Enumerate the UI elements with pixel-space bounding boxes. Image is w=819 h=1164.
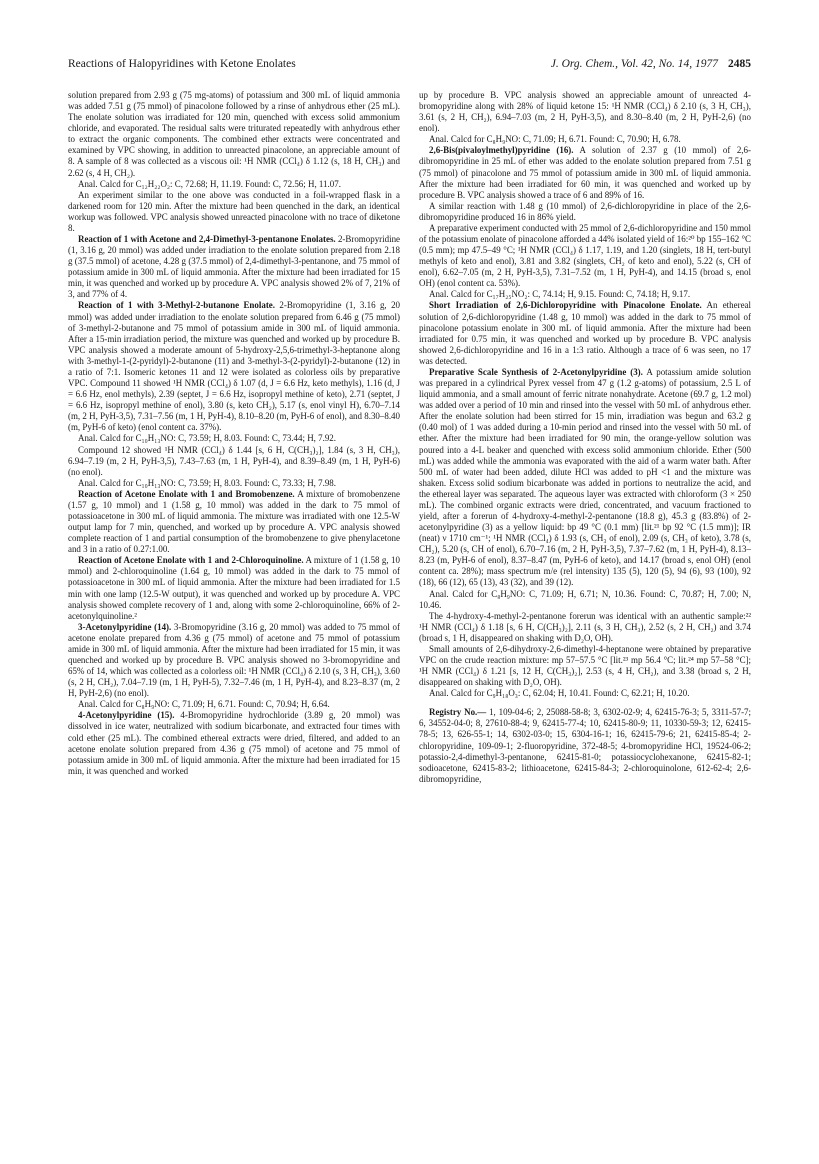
paragraph-heading: Preparative Scale Synthesis of 2-Acetonylpyridine (3). bbox=[429, 366, 643, 377]
paragraph bbox=[68, 489, 400, 555]
paragraph-text: An experiment similar to the one above was conducted in a foil-wrapped flask in a darkened room for 120 min. After the mixture had been quenched in the dark, an identical workup was followed. VPC analysis showed unreacted pinacolone with no trace of diketone 8. bbox=[68, 189, 400, 233]
paragraph bbox=[419, 289, 751, 300]
paragraph-heading: Short Irradiation of 2,6-Dichloropyridine with Pinacolone Enolate. bbox=[429, 300, 702, 311]
left-column bbox=[68, 90, 400, 777]
paragraph bbox=[68, 300, 400, 433]
paragraph bbox=[419, 145, 751, 200]
paragraph-text: Compound 12 showed ¹H NMR (CCl₄) δ 1.44 [s, 6 H, C(CH₃)₂], 1.84 (s, 3 H, CH₃), 6.94–7.19 (m, 2 H, PyH-3,5), 7.43–7.63 (m, 1 H, PyH-4), and 8.39–8.49 (m, 1 H, PyH-6) (no enol). bbox=[68, 444, 400, 477]
paragraph-text: The 4-hydroxy-4-methyl-2-pentanone forerun was identical with an authentic sample:²² ¹H NMR (CCl₄) δ 1.18 [s, 6 H, C(CH₃)₂], 2.11 (s, 3 H, CH₃), 2.52 (s, 2 H, CH₂) and 3.74 (broad s, 1 H, disappeared on shaking with D₂O, OH). bbox=[419, 610, 751, 643]
page-number: 2485 bbox=[728, 58, 751, 70]
paragraph-text: 3-Bromopyridine (3.16 g, 20 mmol) was added to 75 mmol of acetone enolate prepared from 4.36 g (75 mmol) of acetone and 75 mmol of potassium amide in 300 mL of liquid ammonia. After the mixture had been irradiated for 15 min, it was quenched and worked up by procedure B. VPC analysis showed no 3-bromopyridine and 65% of 14, which was collected as a colorless oil: ¹H NMR (CCl₄) δ 2.10 (s, 3 H, CH₃), 3.60 (s, 2 H, CH₂), 7.04–7.19 (m, 1 H, PyH-5), 7.32–7.46 (m, 1 H, PyH-4), and 8.23–8.37 (m, 2 H, PyH-2,6) (no enol). bbox=[68, 621, 401, 699]
paragraph-heading: Reaction of Acetone Enolate with 1 and Bromobenzene. bbox=[78, 488, 295, 499]
paragraph-text: Anal. Calcd for C₁₀H₁₃NO: C, 73.59; H, 8.03. Found: C, 73.44; H, 7.92. bbox=[78, 433, 336, 444]
paragraph bbox=[68, 622, 400, 700]
paragraph-heading: 3-Acetonylpyridine (14). bbox=[78, 621, 172, 632]
paragraph-text: An ethereal solution of 2,6-dichloropyridine (1.48 g, 10 mmol) was added in the dark to 75 mmol of pinacolone potassium enolate in 300 mL of liquid ammonia. After the mixture had been irradiated for 0.75 min, it was quenched and worked up by procedure B. VPC analysis showed 2,6-dichloropyridine and 16 in a 1:3 ratio. Although a trace of 6 was seen, no 17 was detected. bbox=[419, 300, 751, 366]
paragraph bbox=[68, 90, 400, 179]
paragraph-text: Anal. Calcd for C₁₂H₂₂O₂: C, 72.68; H, 11.19. Found: C, 72.56; H, 11.07. bbox=[78, 178, 341, 189]
paragraph bbox=[68, 179, 400, 190]
paragraph-text: Anal. Calcd for C₁₇H₂₅NO₂: C, 74.14; H, 9.15. Found: C, 74.18; H, 9.17. bbox=[429, 289, 691, 300]
paragraph-text: A mixture of bromobenzene (1.57 g, 10 mmol) and 1 (1.58 g, 10 mmol) was added in the dark to 75 mmol of potassioacetone in 300 mL of liquid ammonia. The mixture was irradiated with one 12.5-W output lamp for 7 min, quenched, and worked up by procedure A. VPC analysis showed complete reaction of 1 and partial consumption of the bromobenzene to give phenylacetone and 3 in a ratio of 0.27:1.00. bbox=[68, 488, 400, 555]
paragraph bbox=[419, 688, 751, 699]
paragraph-text: up by procedure B. VPC analysis showed an appreciable amount of unreacted 4-bromopyridine along with 28% of liquid ketone 15: ¹H NMR (CCl₄) δ 2.10 (s, 3 H, CH₃), 3.61 (s, 2 H, CH₂), 6.94–7.03 (m, 2 H, PyH-3,5), and 8.30–8.40 (m, 2 H, PyH-2,6) (no enol). bbox=[419, 90, 751, 134]
paragraph-text: 4-Bromopyridine hydrochloride (3.89 g, 20 mmol) was dissolved in ice water, neutralized with sodium bicarbonate, and extracted four times with cold ether (25 mL). The combined ethereal extracts were dried, filtered, and added to an acetone enolate solution prepared from 4.36 g (75 mmol) of acetone and 75 mmol of potassium amide in 300 mL of liquid ammonia. After the mixture had been irradiated for 15 min, it was quenched and worked bbox=[68, 710, 401, 776]
paragraph-text: solution prepared from 2.93 g (75 mg-atoms) of potassium and 300 mL of liquid ammonia was added 7.51 g (75 mmol) of pinacolone followed by a rinse of anhydrous ether (25 mL). The enolate solution was irradiated for 120 min, quenched with excess solid ammonium chloride, and evaporated. The residual salts were triturated repeatedly with anhydrous ether to extract the organic components. The combined ether extracts were concentrated and examined by VPC showing, in addition to unreacted pinacolone, an appreciable amount of 8. A sample of 8 was collected as a viscous oil: ¹H NMR (CCl₄) δ 1.12 (s, 18 H, CH₃) and 2.62 (s, 4 H, CH₂). bbox=[68, 90, 400, 178]
paragraph bbox=[68, 433, 400, 444]
paragraph-heading: Reaction of 1 with 3-Methyl-2-butanone Enolate. bbox=[78, 300, 275, 311]
paragraph bbox=[419, 134, 751, 145]
paragraph bbox=[68, 699, 400, 710]
journal-name: J. Org. Chem., Vol. 42, No. 14, 1977 bbox=[550, 58, 718, 70]
paragraph bbox=[419, 90, 751, 134]
paragraph-heading: Reaction of Acetone Enolate with 1 and 2-Chloroquinoline. bbox=[78, 555, 304, 566]
paragraph bbox=[419, 300, 751, 366]
paragraph bbox=[68, 478, 400, 489]
paragraph bbox=[419, 644, 751, 688]
paragraph-text: A potassium amide solution was prepared in a cylindrical Pyrex vessel from 47 g (1.2 g-atoms) of potassium, 2.5 L of liquid ammonia, and a small amount of ferric nitrate nonahydrate. Acetone (69.7 g, 1.2 mol) was added over a period of 10 min and rinsed into the vessel with 50 mL of anhydrous ether. After the enolate solution had been stirred for 15 min, irradiation was begun and 63.2 g (0.40 mol) of 1 was added during a 10-min period and rinsed into the vessel with 50 mL of ether. After the mixture had been irradiated for 90 min, the orange-yellow solution was poured into a 4-L beaker and quenched with excess solid ammonium chloride. Ether (500 mL) was added while the ammonia was evaporated with the aid of a warm water bath. After 500 mL of water had been added, dilute HCl was added to pH <1 and the mixture was shaken. Excess solid sodium bicarbonate was added in portions to neutralize the acid, and the ethereal layer was separated. The aqueous layer was extracted with chloroform (3 × 250 mL). The combined organic extracts were dried, concentrated, and vacuum fractioned to yield, after a forerun of 4-hydroxy-4-methyl-2-pentanone (18.8 g), 45.3 g (83.8%) of 2-acetonylpyridine (3) as a yellow liquid: bp 49 °C (0.1 mm) [lit.²¹ bp 92 °C (1.5 mm)]; IR (neat) ν 1710 cm⁻¹; ¹H NMR (CCl₄) δ 1.93 (s, CH₃ of enol), 2.09 (s, CH₃ of keto), 3.78 (s, CH₂), 5.20 (s, CH of enol), 6.70–7.16 (m, 2 H, PyH-3,5), 7.37–7.62 (m, 1 H, PyH-4), 8.13–8.23 (m, PyH-6 of enol), 8.37–8.47 (m, PyH-6 of keto), and 14.17 (broad s, enol OH) (enol content ca. 28%); mass spectrum m/e (rel intensity) 135 (5), 120 (5), 94 (6), 93 (100), 92 (18), 66 (12), 65 (13), 43 (32), and 39 (12). bbox=[419, 366, 751, 588]
paragraph-text: Anal. Calcd for C₈H₉NO: C, 71.09; H, 6.71; N, 10.36. Found: C, 70.87; H, 7.00; N, 10.46. bbox=[419, 588, 751, 610]
journal-citation bbox=[551, 58, 751, 70]
paragraph bbox=[419, 367, 751, 589]
paragraph-heading: 4-Acetonylpyridine (15). bbox=[78, 710, 175, 721]
paragraph-text: A mixture of 1 (1.58 g, 10 mmol) and 2-chloroquinoline (1.64 g, 10 mmol) was added in the dark to 75 mmol of potassioacetone in 300 mL of liquid ammonia. After the mixture had been irradiated for 1.5 min with one lamp (12.5-W output), it was quenched and worked up by procedure A. VPC analysis showed complete recovery of 1 and, along with some 2-chloroquinoline, 66% of 2-acetonylquinoline.² bbox=[68, 555, 400, 621]
paragraph bbox=[419, 223, 751, 289]
paragraph-text: Anal. Calcd for C₈H₉NO: C, 71.09; H, 6.71. Found: C, 70.94; H, 6.64. bbox=[78, 699, 330, 710]
paragraph-text: 2-Bromopyridine (1, 3.16 g, 20 mmol) was added under irradiation to the enolate solution prepared from 6.46 g (75 mmol) of 3-methyl-2-butanone and 75 mmol of potassium amide in 300 mL of liquid ammonia. After a 15-min irradiation period, the mixture was quenched and worked up by procedure B. VPC analysis showed a moderate amount of 5-hydroxy-2,5,6-trimethyl-3-heptanone along with 3-methyl-1-(2-pyridyl)-2-butanone (11) and 3-methyl-3-(2-pyridyl)-2-butanone (12) in a ratio of 7:1. Isomeric ketones 11 and 12 were isolated as colorless oils by preparative VPC. Compound 11 showed ¹H NMR (CCl₄) δ 1.07 (d, J = 6.6 Hz, keto methyls), 1.16 (d, J = 6.6 Hz, enol methyls), 2.39 (septet, J = 6.6 Hz, isopropyl methine of keto), 2.71 (septet, J = 6.6 Hz, isopropyl methine of enol), 3.80 (s, keto CH₂), 5.17 (s, enol vinyl H), 6.70–7.14 (m, 2 H, PyH-3,5), 7.31–7.56 (m, 1 H, PyH-4), 8.10–8.20 (m, PyH-6 of enol), and 8.30–8.40 (m, PyH-6 of keto) (enol content ca. 37%). bbox=[68, 300, 401, 433]
paragraph-heading: 2,6-Bis(pivaloylmethyl)pyridine (16). bbox=[429, 145, 574, 156]
paragraph bbox=[68, 190, 400, 234]
paragraph-text: Anal. Calcd for C₁₀H₁₃NO: C, 73.59; H, 8.03. Found: C, 73.33; H, 7.98. bbox=[78, 477, 336, 488]
paragraph-text: 2-Bromopyridine (1, 3.16 g, 20 mmol) was added under irradiation to the enolate solution prepared from 2.18 g (37.5 mmol) of acetone, 4.28 g (37.5 mmol) of 2,4-dimethyl-3-pentanone, and 75 mmol of potassium amide in 300 mL of liquid ammonia. After the mixture had been irradiated for 15 min, it was quenched and worked up by procedure A. VPC analysis showed 2% of 7, 21% of 3, and 77% of 4. bbox=[68, 234, 401, 300]
paragraph bbox=[419, 611, 751, 644]
paragraph-text: A similar reaction with 1.48 g (10 mmol) of 2,6-dichloropyridine in place of the 2,6-dibromopyridine produced 16 in 86% yield. bbox=[419, 200, 751, 222]
paragraph bbox=[68, 445, 400, 478]
paragraph-text: A preparative experiment conducted with 25 mmol of 2,6-dichloropyridine and 150 mmol of the potassium enolate of pinacolone afforded a 44% isolated yield of 16:²⁰ bp 155–162 °C (0.5 mm); mp 47.5–49 °C; ¹H NMR (CCl₄) δ 1.17, 1.19, and 1.20 (singlets, 18 H, tert-butyl methyls of keto and enol), 3.81 and 3.82 (singlets, CH₂ of keto and enol), 5.22 (s, CH of enol), 6.62–7.05 (m, 2 H, PyH-3,5), 7.31–7.52 (m, 1 H, PyH-4), and 14.15 (broad s, enol OH) (enol content ca. 53%). bbox=[419, 222, 751, 289]
paragraph-heading: Reaction of 1 with Acetone and 2,4-Dimethyl-3-pentanone Enolates. bbox=[78, 234, 336, 245]
paragraph-text: Small amounts of 2,6-dihydroxy-2,6-dimethyl-4-heptanone were obtained by preparative VPC on the crude reaction mixture: mp 57–57.5 °C [lit.²³ mp 56.4 °C; lit.²⁴ mp 57–58 °C]; ¹H NMR (CCl₄) δ 1.21 [s, 12 H, C(CH₃)₂], 2.53 (s, 4 H, CH₂), and 3.38 (broad s, 2 H, disappeared on shaking with D₂O, OH). bbox=[419, 643, 751, 688]
paragraph-heading: Registry No.— bbox=[429, 707, 487, 718]
paragraph bbox=[68, 234, 400, 300]
paragraph-text: 1, 109-04-6; 2, 25088-58-8; 3, 6302-02-9; 4, 62415-76-3; 5, 3311-57-7; 6, 34552-04-0; 8, 27610-88-4; 9, 62415-77-4; 10, 62415-80-9; 11, 10330-59-3; 12, 62415-78-5; 13, 626-55-1; 14, 6302-03-0; 15, 6304-16-1; 16, 62415-79-6; 21, 62415-85-4; 2-chloropyridine, 109-09-1; 2-fluoropyridine, 372-48-5; 4-bromopyridine HCl, 19524-06-2; potassio-2,4-dimethyl-3-pentanone, 62415-81-0; potassiocyclohexanone, 62415-82-1; sodioacetone, 62415-83-2; lithioacetone, 62415-84-3; 2-chloroquinolone, 612-62-4; 2,6-dibromopyridine, bbox=[419, 707, 751, 784]
paragraph bbox=[419, 589, 751, 611]
paragraph bbox=[419, 707, 751, 785]
paragraph-text: A solution of 2.37 g (10 mmol) of 2,6-dibromopyridine in 25 mL of ether was added to the enolate solution prepared from 7.51 g (75 mmol) of pinacolone and 75 mmol of potassium amide in 300 mL of liquid ammonia. After the mixture had been irradiated for 60 min, it was quenched and worked up by procedure B. VPC analysis showed a trace of 6 and 89% of 16. bbox=[419, 145, 751, 200]
paragraph bbox=[68, 710, 400, 776]
paragraph-text: Anal. Calcd for C₈H₉NO: C, 71.09; H, 6.71. Found: C, 70.90; H, 6.78. bbox=[429, 134, 681, 145]
right-column bbox=[419, 90, 751, 785]
paragraph bbox=[419, 201, 751, 223]
paragraph-text: Anal. Calcd for C₉H₁₈O₃: C, 62.04; H, 10.41. Found: C, 62.21; H, 10.20. bbox=[429, 688, 690, 699]
running-title: Reactions of Halopyridines with Ketone Enolates bbox=[68, 58, 296, 70]
paragraph bbox=[68, 555, 400, 621]
